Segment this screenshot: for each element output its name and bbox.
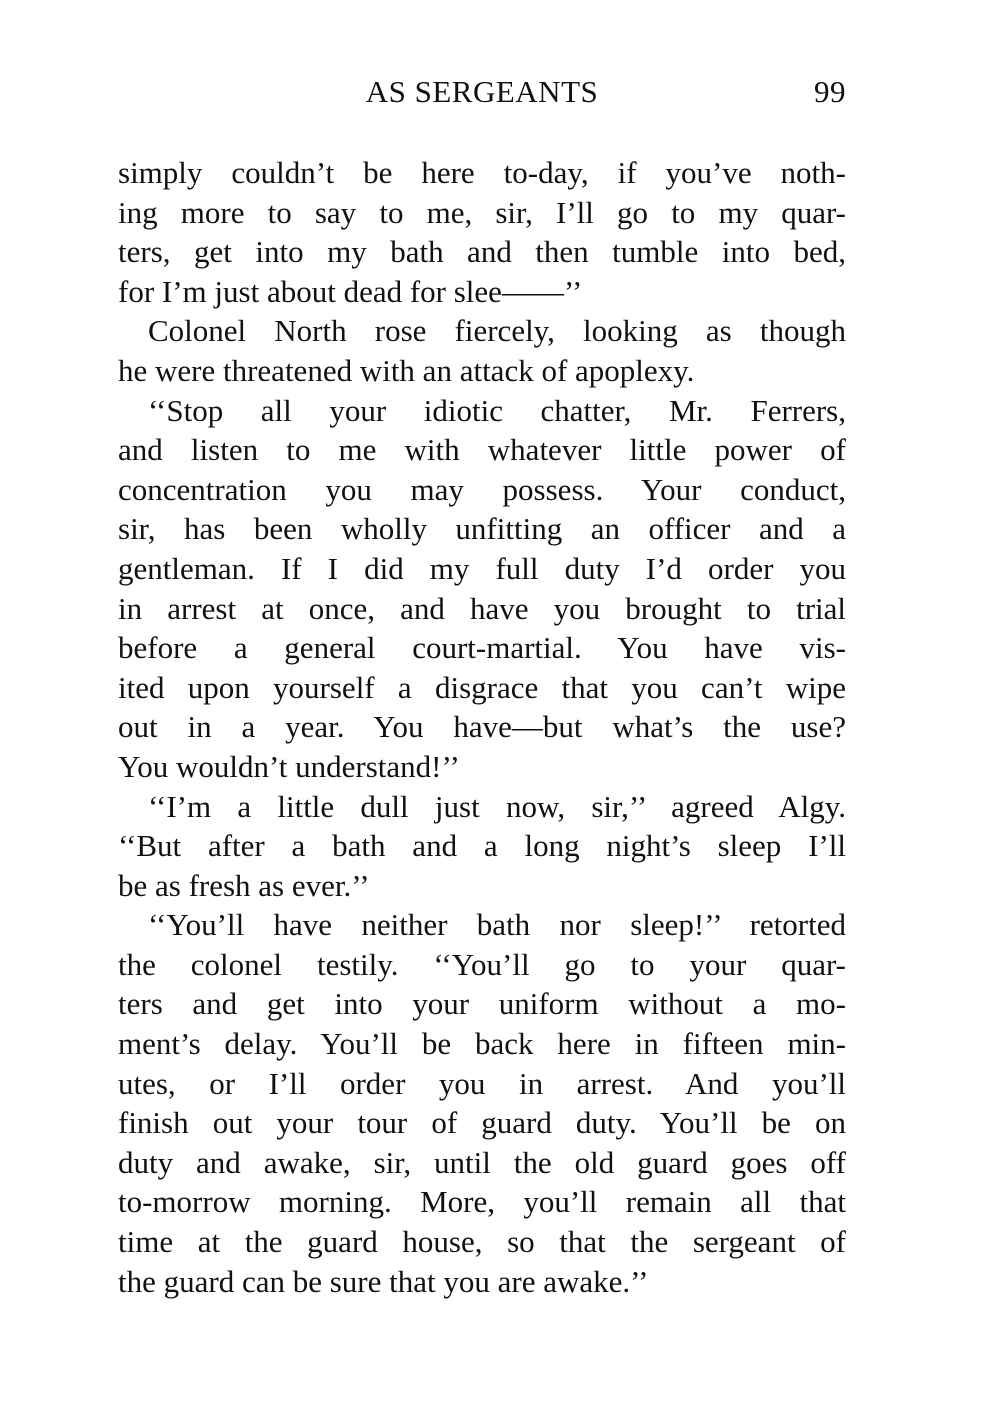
page-number: 99 — [814, 74, 846, 109]
text-line: simply couldn’t be here to-day, if you’ve noth- — [118, 155, 846, 190]
text-line: the colonel testily. ‘‘You’ll go to your quar- — [118, 946, 846, 982]
text-line: ‘‘I’m a little dull just now, sir,’’ agreed Algy. — [148, 788, 846, 824]
text-line: be as fresh as ever.’’ — [118, 867, 370, 903]
text-line: ‘‘Stop all your idiotic chatter, Mr. Ferrers, — [148, 392, 846, 428]
body-text — [118, 153, 846, 1301]
text-line: ing more to say to me, sir, I’ll go to my quar- — [118, 194, 846, 230]
text-line: utes, or I’ll order you in arrest. And you’ll — [118, 1065, 846, 1101]
text-line: to-morrow morning. More, you’ll remain all that — [118, 1184, 846, 1220]
text-line: for I’m just about dead for slee——’’ — [118, 273, 583, 309]
running-title: AS SERGEANTS — [365, 74, 599, 109]
text-line: in arrest at once, and have you brought to trial — [118, 590, 846, 626]
text-line: ters, get into my bath and then tumble into bed, — [118, 234, 846, 270]
text-line: ment’s delay. You’ll be back here in fifteen min- — [118, 1026, 846, 1062]
text-line: ‘‘You’ll have neither bath nor sleep!’’ retorted — [148, 907, 846, 943]
text-line: out in a year. You have—but what’s the use? — [118, 709, 846, 745]
text-line: ters and get into your uniform without a mo- — [118, 986, 846, 1022]
text-line: finish out your tour of guard duty. You’ll be on — [118, 1105, 846, 1141]
text-line: the guard can be sure that you are awake.’’ — [118, 1263, 649, 1299]
text-line: ited upon yourself a disgrace that you can’t wipe — [118, 669, 846, 705]
text-line: ‘‘But after a bath and a long night’s sleep I’ll — [118, 828, 846, 864]
text-line: time at the guard house, so that the sergeant of — [118, 1224, 846, 1260]
text-line: he were threatened with an attack of apoplexy. — [118, 352, 695, 388]
text-line: and listen to me with whatever little power of — [118, 432, 846, 468]
text-line: sir, has been wholly unfitting an officer and a — [118, 511, 846, 547]
text-line: concentration you may possess. Your conduct, — [118, 471, 846, 507]
running-head — [118, 72, 846, 112]
text-line: gentleman. If I did my full duty I’d order you — [118, 550, 846, 586]
text-line: You wouldn’t understand!’’ — [118, 748, 460, 784]
text-line: before a general court-martial. You have vis- — [118, 630, 846, 666]
text-line: duty and awake, sir, until the old guard goes off — [118, 1144, 846, 1180]
text-line: Colonel North rose fiercely, looking as though — [148, 313, 846, 349]
